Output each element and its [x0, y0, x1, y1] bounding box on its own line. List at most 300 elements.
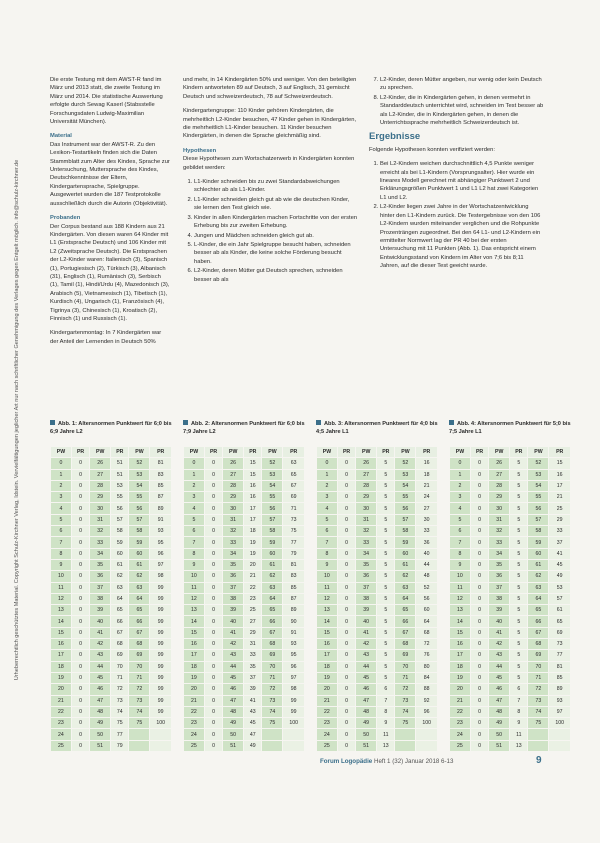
table-cell: 0	[470, 729, 488, 740]
table-cell: 66	[395, 616, 416, 627]
table-cell: 85	[150, 480, 172, 491]
table-row	[184, 593, 305, 604]
table-cell: 30	[90, 503, 111, 514]
table-cell: 100	[150, 718, 172, 729]
table-cell: 65	[129, 605, 150, 616]
table-cell: 83	[150, 469, 172, 480]
table-cell: 37	[90, 582, 111, 593]
table-cell: 0	[204, 605, 222, 616]
table-row	[317, 729, 438, 740]
table-cell	[150, 740, 172, 751]
table-cell: 66	[528, 616, 549, 627]
section-heading-hypothesen: Hypothesen	[183, 147, 217, 154]
table-cell: 5	[510, 639, 528, 650]
table-cell: 11	[377, 729, 395, 740]
figure-table-3	[316, 420, 438, 752]
table-cell: 13	[184, 605, 205, 616]
table-cell: 23	[184, 718, 205, 729]
table-cell: 0	[71, 661, 89, 672]
table-cell: 62	[395, 571, 416, 582]
table-cell: 41	[223, 627, 244, 638]
table-cell: 71	[283, 503, 305, 514]
table-cell: 70	[395, 661, 416, 672]
table-cell: 0	[71, 559, 89, 570]
table-cell: 0	[204, 740, 222, 751]
table-row	[317, 605, 438, 616]
table-cell: 27	[90, 469, 111, 480]
table-cell: 68	[395, 639, 416, 650]
bullet-square-icon	[50, 420, 55, 425]
table-cell: 100	[416, 718, 438, 729]
table-row	[317, 548, 438, 559]
table-cell: 22	[317, 706, 338, 717]
table-cell: 8	[510, 706, 528, 717]
table-cell: 46	[356, 684, 377, 695]
table-row	[184, 548, 305, 559]
table-cell: 64	[111, 593, 129, 604]
table-row	[51, 559, 172, 570]
table-row	[184, 650, 305, 661]
table-row	[317, 514, 438, 525]
section-heading-material: Material	[50, 133, 72, 140]
table-cell: 21	[51, 695, 72, 706]
table-row	[450, 695, 571, 706]
table-cell: 96	[283, 661, 305, 672]
table-cell	[549, 729, 571, 740]
table-cell: 73	[262, 695, 283, 706]
table-cell: 33	[416, 526, 438, 537]
table-cell: 95	[150, 537, 172, 548]
table-cell: 56	[416, 593, 438, 604]
list-item: 7. L2-Kinder, deren Mütter angeben, nur wenig oder kein Deutsch zu sprechen.	[380, 76, 544, 93]
table-cell: 5	[377, 548, 395, 559]
table-row	[51, 616, 172, 627]
table-cell: 35	[223, 559, 244, 570]
table-cell: 0	[337, 492, 355, 503]
page-number: 9	[536, 755, 542, 766]
table-cell: 0	[71, 593, 89, 604]
table-cell: 5	[510, 627, 528, 638]
table-cell: 16	[317, 639, 338, 650]
table-cell: 19	[317, 672, 338, 683]
table-row	[450, 469, 571, 480]
table-cell: 55	[395, 492, 416, 503]
table-row	[51, 480, 172, 491]
table-row	[317, 661, 438, 672]
table-cell: 51	[111, 469, 129, 480]
table-cell: 64	[129, 593, 150, 604]
figure-table-2	[183, 420, 305, 752]
table-row	[317, 458, 438, 469]
table-cell: 17	[549, 480, 571, 491]
table-cell: 15	[184, 627, 205, 638]
table-cell: 97	[283, 672, 305, 683]
table-cell: 51	[356, 740, 377, 751]
table-cell: 3	[184, 492, 205, 503]
table-cell: 31	[90, 514, 111, 525]
table-cell: 5	[510, 492, 528, 503]
table-cell: 0	[71, 480, 89, 491]
table-cell: 72	[395, 684, 416, 695]
table-cell: 4	[51, 503, 72, 514]
table-cell: 5	[377, 605, 395, 616]
table-cell: 60	[528, 548, 549, 559]
table-cell: 9	[450, 559, 471, 570]
table-cell: 89	[283, 605, 305, 616]
table-cell: 22	[51, 706, 72, 717]
table-cell: 98	[150, 571, 172, 582]
table-row	[51, 582, 172, 593]
table-cell: 5	[510, 503, 528, 514]
table-cell: 13	[51, 605, 72, 616]
table-cell: 5	[377, 480, 395, 491]
table-cell: 28	[489, 480, 510, 491]
table-cell: 13	[450, 605, 471, 616]
table-cell: 27	[244, 616, 262, 627]
table-cell: 66	[111, 616, 129, 627]
table-cell: 74	[111, 706, 129, 717]
table-cell: 0	[337, 695, 355, 706]
table-cell: 67	[111, 627, 129, 638]
table-row	[450, 718, 571, 729]
table-header-row	[317, 447, 438, 458]
table-cell: 7	[51, 537, 72, 548]
paragraph: Die erste Testung mit dem AWST-R fand im März und 2013 statt, die zweite Testung im März und 2014. Die statistische Auswertung erfolgte durch Sewag Kaserl (Stabsstelle Forschungsdaten Ludwig-Maximilian Universität München).	[50, 77, 163, 126]
table-cell: 5	[317, 514, 338, 525]
table-cell: 5	[510, 605, 528, 616]
list-item: 8. L2-Kinder, die in Kindergärten gehen, in denen vermehrt in Standarddeutsch unterrichtet wird, schneiden im Test besser ab als L2-Kinder, die in Kindergärten gehen, in denen die Unterrichtssprache mehrheitlich Schweizerdeutsch ist.	[380, 94, 544, 128]
table-cell: 87	[150, 492, 172, 503]
table-cell: 0	[337, 650, 355, 661]
table-cell: 61	[129, 559, 150, 570]
table-cell: 0	[204, 514, 222, 525]
table-row	[51, 571, 172, 582]
table-cell: 0	[204, 571, 222, 582]
figure-caption	[449, 420, 571, 446]
table-cell: 62	[262, 571, 283, 582]
table-cell: 54	[129, 480, 150, 491]
caption-text: Abb. 3: Altersnormen Punktwert für 4;0 bis 4;5 Jahre L1	[316, 421, 438, 435]
table-cell: 0	[337, 503, 355, 514]
table-cell: 17	[244, 503, 262, 514]
table-cell: 0	[204, 492, 222, 503]
table-cell: 0	[71, 492, 89, 503]
table-cell: 23	[51, 718, 72, 729]
table-cell: 18	[184, 661, 205, 672]
table-cell: 75	[283, 526, 305, 537]
table-row	[184, 706, 305, 717]
table-cell: 26	[223, 458, 244, 469]
table-cell: 92	[416, 695, 438, 706]
table-cell: 18	[450, 661, 471, 672]
table-cell: 99	[150, 672, 172, 683]
table-cell: 2	[51, 480, 72, 491]
table-cell: 36	[416, 537, 438, 548]
table-cell: 23	[317, 718, 338, 729]
table-cell: 63	[129, 582, 150, 593]
table-cell: 10	[317, 571, 338, 582]
table-cell: 10	[450, 571, 471, 582]
table-cell: 0	[470, 639, 488, 650]
table-cell: 0	[204, 480, 222, 491]
table-cell: 0	[71, 548, 89, 559]
table-cell: 35	[90, 559, 111, 570]
table-cell: 5	[510, 526, 528, 537]
table-cell	[129, 740, 150, 751]
table-cell: 35	[244, 661, 262, 672]
table-cell: 31	[223, 514, 244, 525]
table-cell: 29	[489, 492, 510, 503]
table-cell: 65	[111, 605, 129, 616]
table-cell: 28	[356, 480, 377, 491]
column-header: PW	[489, 447, 510, 458]
table-cell: 9	[510, 718, 528, 729]
table-row	[51, 672, 172, 683]
table-cell: 16	[450, 639, 471, 650]
table-cell: 39	[489, 605, 510, 616]
table-cell: 0	[71, 684, 89, 695]
table-cell: 26	[489, 458, 510, 469]
table-cell: 0	[204, 650, 222, 661]
table-cell: 65	[549, 616, 571, 627]
table-cell: 14	[450, 616, 471, 627]
bullet-square-icon	[449, 420, 454, 425]
table-cell: 31	[244, 639, 262, 650]
column-header: PW	[528, 447, 549, 458]
table-cell: 6	[377, 684, 395, 695]
table-cell: 73	[129, 695, 150, 706]
table-row	[450, 684, 571, 695]
table-cell: 5	[510, 650, 528, 661]
table-cell: 20	[184, 684, 205, 695]
table-cell: 47	[223, 695, 244, 706]
table-cell: 10	[51, 571, 72, 582]
table-row	[184, 684, 305, 695]
table-cell: 33	[356, 537, 377, 548]
table-cell: 0	[204, 639, 222, 650]
table-row	[450, 672, 571, 683]
table-cell: 54	[528, 480, 549, 491]
table-cell: 21	[317, 695, 338, 706]
table-cell: 0	[470, 706, 488, 717]
table-cell: 77	[549, 650, 571, 661]
table-cell: 0	[204, 706, 222, 717]
table-cell: 71	[262, 672, 283, 683]
table-cell: 59	[528, 537, 549, 548]
table-cell: 0	[317, 458, 338, 469]
table-cell: 72	[528, 684, 549, 695]
table-cell: 14	[51, 616, 72, 627]
table-cell: 99	[150, 605, 172, 616]
table-cell: 0	[337, 593, 355, 604]
table-cell: 99	[150, 684, 172, 695]
table-row	[184, 582, 305, 593]
figure-caption	[183, 420, 305, 446]
table-cell: 28	[90, 480, 111, 491]
table-cell: 48	[223, 706, 244, 717]
column-header: PR	[71, 447, 89, 458]
table-cell: 0	[204, 548, 222, 559]
table-cell: 71	[129, 672, 150, 683]
table-cell: 30	[489, 503, 510, 514]
table-cell: 5	[510, 480, 528, 491]
table-cell: 28	[223, 480, 244, 491]
table-cell: 63	[395, 582, 416, 593]
table-cell: 2	[184, 480, 205, 491]
table-row	[317, 469, 438, 480]
table-cell: 1	[184, 469, 205, 480]
table-cell: 75	[129, 718, 150, 729]
table-cell: 44	[489, 661, 510, 672]
table-cell	[549, 740, 571, 751]
bullet-square-icon	[316, 420, 321, 425]
table-cell: 62	[129, 571, 150, 582]
table-cell: 6	[450, 526, 471, 537]
table-cell: 52	[416, 582, 438, 593]
table-row	[317, 582, 438, 593]
section-heading-ergebnisse: Ergebnisse	[369, 131, 421, 143]
list-item: 1. Bei L2-Kindern weichen durchschnittlich 4,5 Punkte weniger erreicht als bei L1-Kindern (Vorsprungsalter). Hier wurde ein lineares Modell gerechnet mit abhängiger Punktwert 2 und Erklärungsgrößen Punktwert 1 und L1 L2 hat zwei Kategorien L1 und L2.	[380, 160, 544, 202]
table-row	[317, 650, 438, 661]
table-cell: 23	[450, 718, 471, 729]
table-cell: 5	[510, 559, 528, 570]
table-cell: 0	[204, 537, 222, 548]
table-cell: 0	[470, 537, 488, 548]
table-cell: 0	[470, 672, 488, 683]
figure-table-1	[50, 420, 172, 752]
table-cell: 5	[377, 514, 395, 525]
table-cell: 0	[204, 593, 222, 604]
table-row	[317, 627, 438, 638]
table-cell: 5	[510, 672, 528, 683]
table-header-row	[184, 447, 305, 458]
table-cell: 53	[395, 469, 416, 480]
table-cell: 58	[528, 526, 549, 537]
table-cell: 20	[51, 684, 72, 695]
table-cell: 66	[262, 616, 283, 627]
table-cell: 12	[51, 593, 72, 604]
paragraph: und mehr, in 14 Kindergärten 50% und weniger. Von den beteiligten Kindern antworteten 89 auf Deutsch, 3 auf Englisch, 31 gemischt Deutsch und schweizerdeutsch, 78 auf Schweizerdeutsch.	[183, 77, 357, 100]
hypotheses-list-continued	[369, 76, 544, 127]
copyright-text: Urheberrechtlich geschütztes Material. Copyright Schulz-Kirchner Verlag, Idstein. Vervielfältigungen jeglicher Art nur nach schriftlicher Genehmigung des Verlages gegen Entgelt möglich. info@schulz-kirchner.de	[14, 159, 20, 681]
table-cell: 33	[90, 537, 111, 548]
table-cell: 3	[450, 492, 471, 503]
table-row	[51, 458, 172, 469]
table-cell: 27	[489, 469, 510, 480]
table-cell: 0	[337, 605, 355, 616]
table-cell: 0	[470, 616, 488, 627]
table-cell: 15	[51, 627, 72, 638]
table-cell: 55	[129, 492, 150, 503]
table-cell: 25	[450, 740, 471, 751]
table-cell: 53	[549, 582, 571, 593]
table-cell: 59	[395, 537, 416, 548]
table-cell: 60	[129, 548, 150, 559]
table-cell: 53	[111, 480, 129, 491]
table-cell: 0	[71, 729, 89, 740]
table-cell: 49	[90, 718, 111, 729]
norm-table	[183, 446, 305, 752]
page-footer	[320, 758, 540, 765]
table-cell: 0	[184, 458, 205, 469]
table-cell: 6	[184, 526, 205, 537]
table-cell: 18	[317, 661, 338, 672]
table-cell: 37	[489, 582, 510, 593]
table-cell: 0	[71, 458, 89, 469]
table-cell: 0	[470, 661, 488, 672]
table-row	[450, 706, 571, 717]
table-row	[51, 627, 172, 638]
table-cell: 23	[244, 593, 262, 604]
table-cell: 29	[244, 627, 262, 638]
table-cell: 11	[51, 582, 72, 593]
table-cell: 36	[90, 571, 111, 582]
table-cell: 0	[337, 729, 355, 740]
paragraph: Kindergartenmontag: In 7 Kindergärten war der Anteil der Lernenden in Deutsch 50%	[50, 330, 162, 345]
table-cell: 1	[317, 469, 338, 480]
table-cell: 68	[262, 639, 283, 650]
table-cell: 24	[416, 492, 438, 503]
table-cell: 5	[510, 514, 528, 525]
table-cell: 52	[262, 458, 283, 469]
table-row	[317, 593, 438, 604]
table-cell: 76	[416, 650, 438, 661]
table-cell: 21	[549, 492, 571, 503]
paragraph: Folgende Hypothesen konnten verifiziert werden:	[369, 146, 495, 153]
journal-name: Forum Logopädie	[320, 758, 373, 765]
table-cell: 40	[356, 616, 377, 627]
table-cell: 0	[337, 469, 355, 480]
table-cell	[283, 740, 305, 751]
table-cell: 0	[470, 503, 488, 514]
text-column-2	[183, 76, 358, 290]
table-cell: 16	[184, 639, 205, 650]
table-cell: 58	[395, 526, 416, 537]
table-row	[317, 639, 438, 650]
table-cell: 99	[150, 706, 172, 717]
table-cell: 25	[317, 740, 338, 751]
table-cell: 16	[549, 469, 571, 480]
table-cell: 0	[71, 695, 89, 706]
figure-caption	[316, 420, 438, 446]
table-cell: 21	[184, 695, 205, 706]
table-row	[317, 559, 438, 570]
table-cell: 51	[90, 740, 111, 751]
table-cell: 64	[262, 593, 283, 604]
table-cell: 5	[377, 593, 395, 604]
column-header: PR	[510, 447, 528, 458]
table-cell: 0	[204, 718, 222, 729]
table-cell: 34	[90, 548, 111, 559]
column-header: PW	[356, 447, 377, 458]
table-cell: 47	[489, 695, 510, 706]
table-cell: 0	[204, 627, 222, 638]
table-row	[184, 605, 305, 616]
table-cell	[262, 729, 283, 740]
table-cell: 5	[377, 571, 395, 582]
table-cell: 3	[317, 492, 338, 503]
table-cell: 54	[262, 480, 283, 491]
table-cell: 72	[262, 684, 283, 695]
table-cell: 60	[262, 548, 283, 559]
table-cell: 5	[510, 469, 528, 480]
table-cell: 0	[337, 548, 355, 559]
table-cell: 93	[549, 695, 571, 706]
table-cell: 59	[111, 537, 129, 548]
table-cell: 85	[283, 582, 305, 593]
table-cell: 30	[223, 503, 244, 514]
table-cell: 0	[204, 729, 222, 740]
